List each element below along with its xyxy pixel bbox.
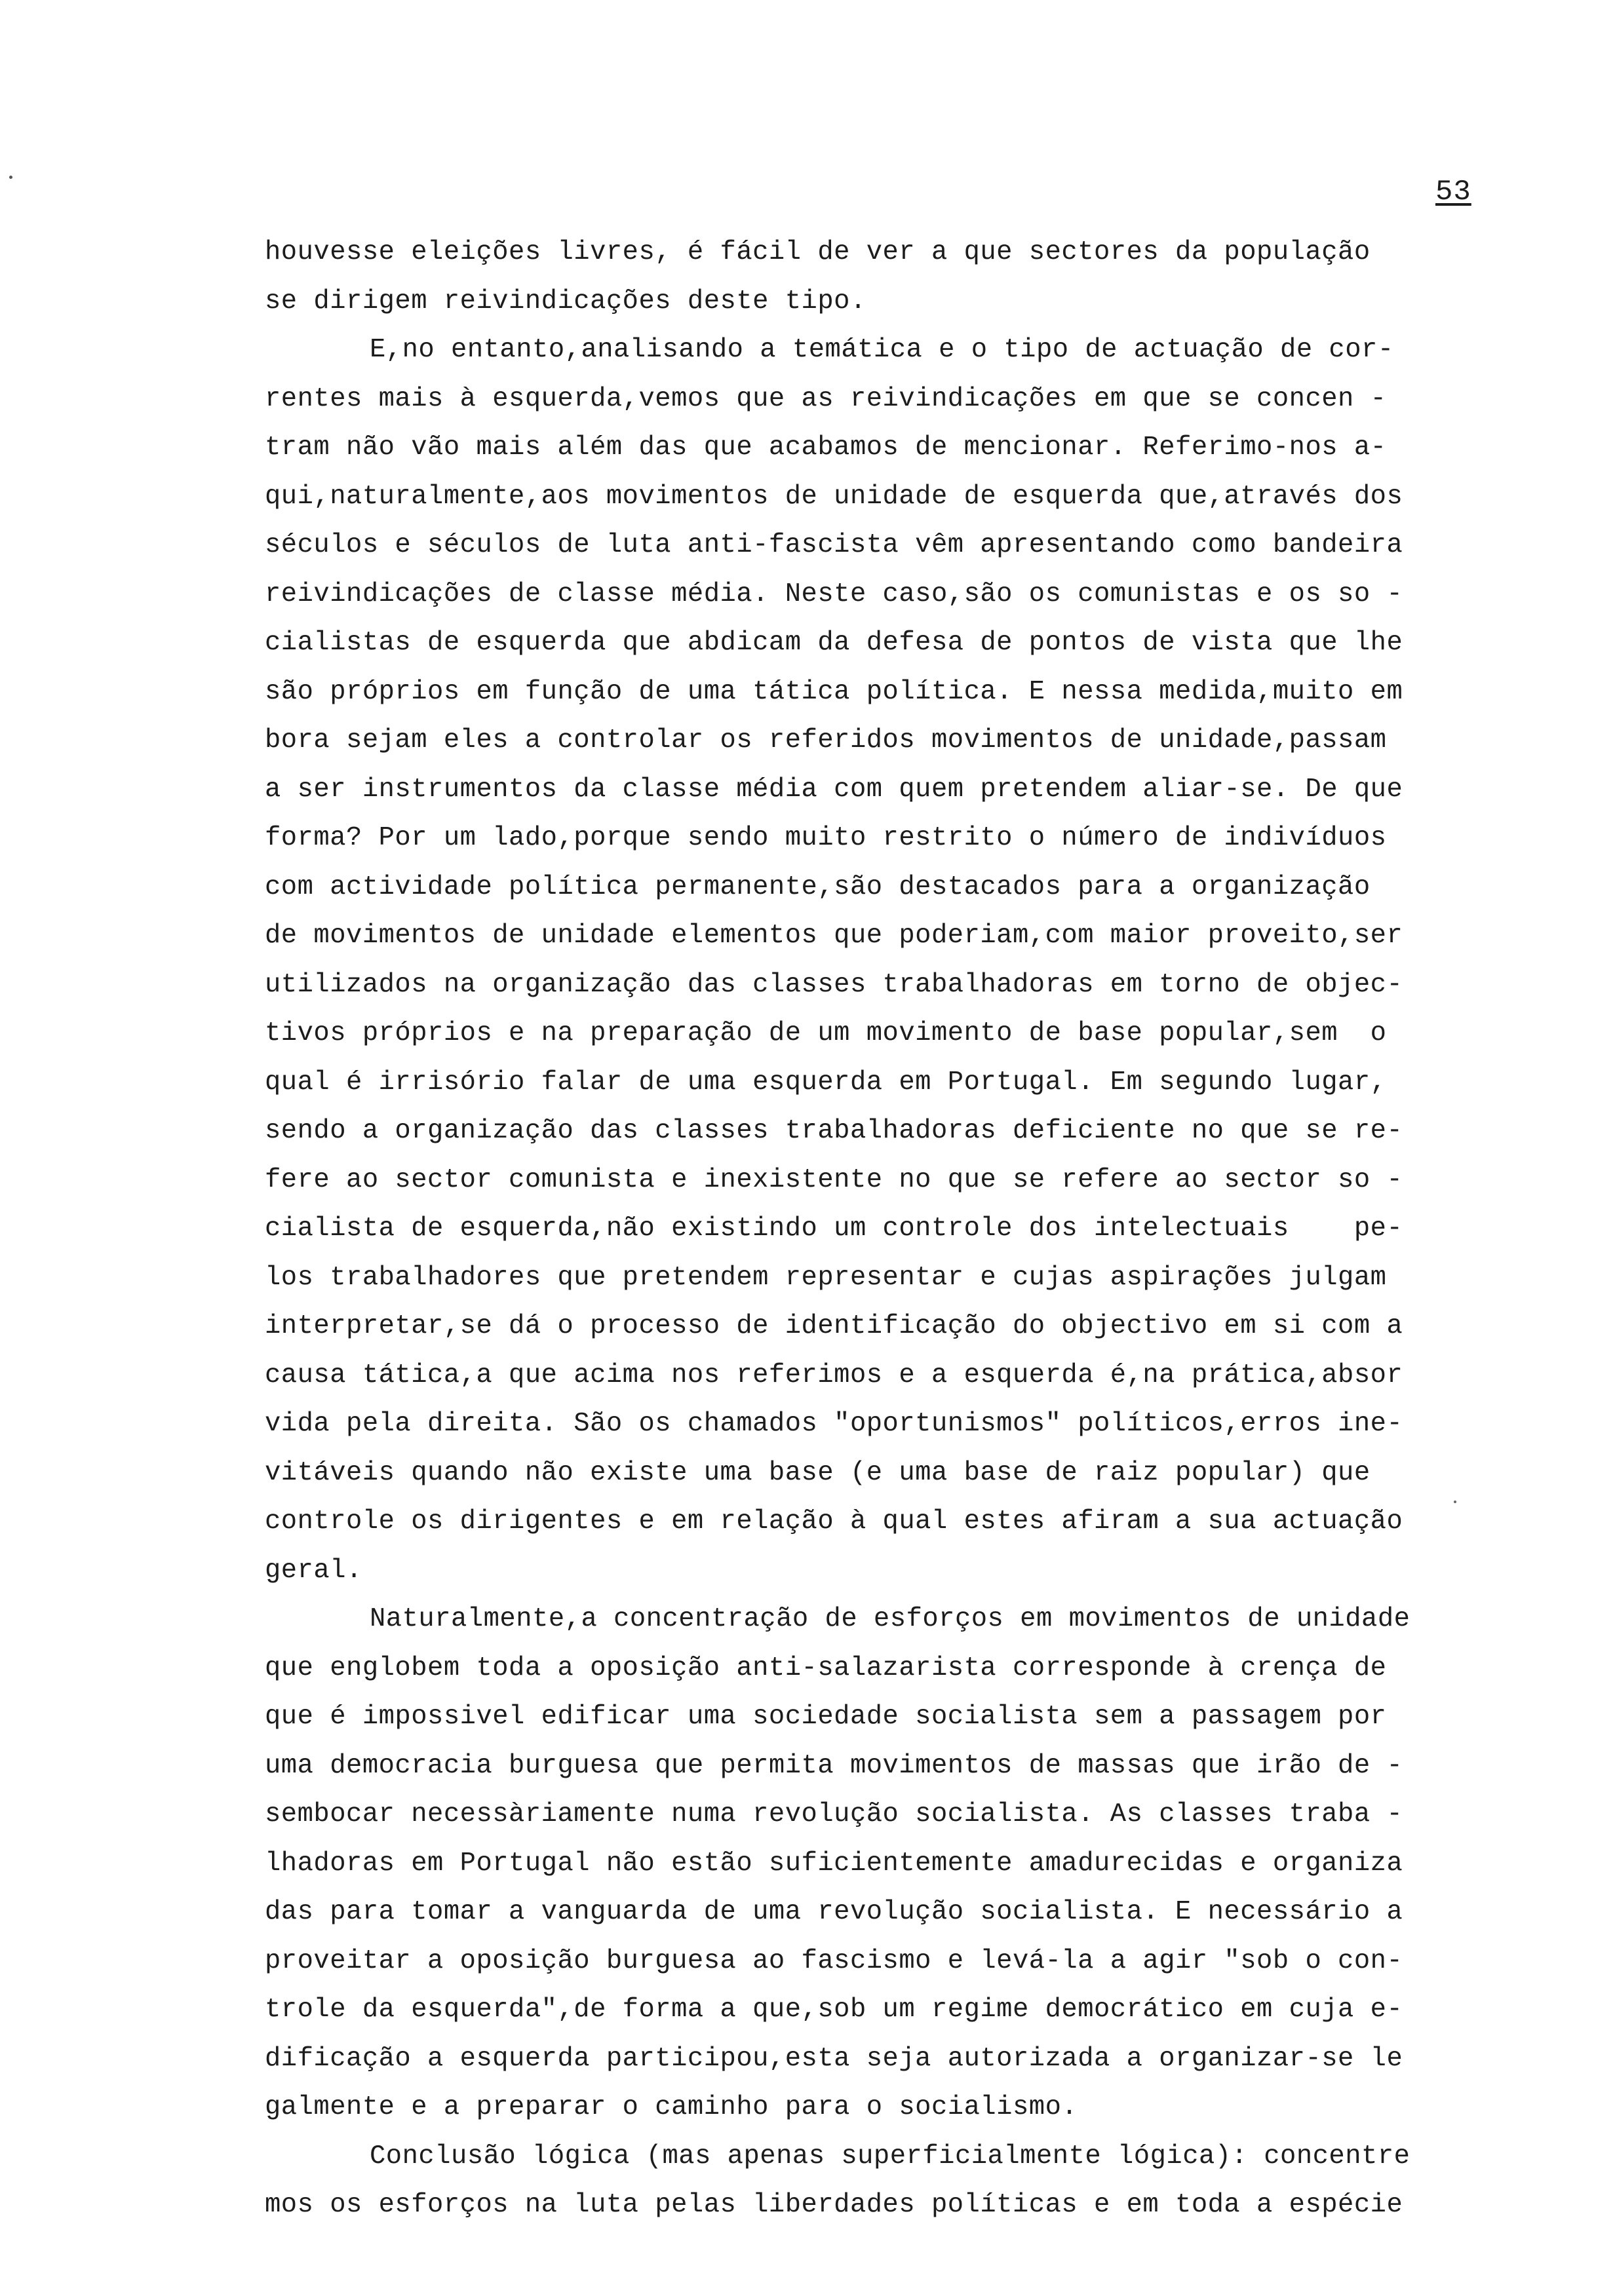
text-line: mos os esforços na luta pelas liberdades políticas e em toda a espécie [265,2190,1403,2220]
text-line: Conclusão lógica (mas apenas superficialmente lógica): concentre [370,2141,1411,2172]
text-line: tram não vão mais além das que acabamos de mencionar. Referimo-nos a- [265,432,1387,463]
text-line: Naturalmente,a concentração de esforços em movimentos de unidade [370,1604,1411,1634]
text-line: E,no entanto,analisando a temática e o tipo de actuação de cor- [370,335,1394,365]
text-line: de movimentos de unidade elementos que poderiam,com maior proveito,ser [265,921,1403,951]
text-line: cialista de esquerda,não existindo um controle dos intelectuais pe- [265,1214,1403,1244]
text-line: utilizados na organização das classes trabalhadoras em torno de objec- [265,969,1403,1000]
text-line: rentes mais à esquerda,vemos que as reivindicações em que se concen - [265,383,1387,414]
text-line: que é impossivel edificar uma sociedade socialista sem a passagem por [265,1702,1387,1732]
text-line: causa tática,a que acima nos referimos e a esquerda é,na prática,absor [265,1360,1403,1390]
scan-speck [9,176,12,179]
text-line: forma? Por um lado,porque sendo muito restrito o número de indivíduos [265,823,1387,853]
text-line: sendo a organização das classes trabalhadoras deficiente no que se re- [265,1116,1403,1146]
text-line: sembocar necessàriamente numa revolução socialista. As classes traba - [265,1799,1403,1829]
text-line: uma democracia burguesa que permita movimentos de massas que irão de - [265,1750,1403,1781]
text-line: tivos próprios e na preparação de um movimento de base popular,sem o [265,1018,1387,1048]
text-line: trole da esquerda",de forma a que,sob um regime democrático em cuja e- [265,1995,1403,2025]
text-line: interpretar,se dá o processo de identificação do objectivo em si com a [265,1311,1403,1341]
text-line: lhadoras em Portugal não estão suficientemente amadurecidas e organiza [265,1848,1403,1879]
text-line: qui,naturalmente,aos movimentos de unidade de esquerda que,através dos [265,481,1403,512]
text-line: los trabalhadores que pretendem representar e cujas aspirações julgam [265,1262,1387,1293]
text-line: controle os dirigentes e em relação à qual estes afiram a sua actuação [265,1506,1403,1537]
text-line: geral. [265,1555,362,1586]
text-line: séculos e séculos de luta anti-fascista vêm apresentando como bandeira [265,530,1403,560]
text-line: cialistas de esquerda que abdicam da defesa de pontos de vista que lhe [265,628,1403,658]
text-line: são próprios em função de uma tática política. E nessa medida,muito em [265,676,1403,707]
text-line: qual é irrisório falar de uma esquerda em Portugal. Em segundo lugar, [265,1067,1387,1098]
text-line: houvesse eleições livres, é fácil de ver a que sectores da população [265,237,1371,267]
body-text [265,228,1490,2230]
text-line: dificação a esquerda participou,esta seja autorizada a organizar-se le [265,2043,1403,2074]
text-line: das para tomar a vanguarda de uma revolução socialista. E necessário a [265,1897,1403,1927]
text-line: bora sejam eles a controlar os referidos movimentos de unidade,passam [265,725,1387,756]
text-line: a ser instrumentos da classe média com quem pretendem aliar-se. De que [265,774,1403,805]
text-line: vitáveis quando não existe uma base (e uma base de raiz popular) que [265,1457,1371,1488]
text-line: se dirigem reivindicações deste tipo. [265,286,866,316]
text-line: reivindicações de classe média. Neste caso,são os comunistas e os so - [265,579,1403,609]
text-line: com actividade política permanente,são destacados para a organização [265,871,1371,902]
text-line: fere ao sector comunista e inexistente no que se refere ao sector so - [265,1164,1403,1195]
text-line: que englobem toda a oposição anti-salazarista corresponde à crença de [265,1653,1387,1683]
text-line: galmente e a preparar o caminho para o socialismo. [265,2092,1078,2122]
page-number: 53 [1435,176,1471,208]
text-line: proveitar a oposição burguesa ao fascismo e levá-la a agir "sob o con- [265,1945,1403,1976]
text-line: vida pela direita. São os chamados "oportunismos" políticos,erros ine- [265,1409,1403,1439]
